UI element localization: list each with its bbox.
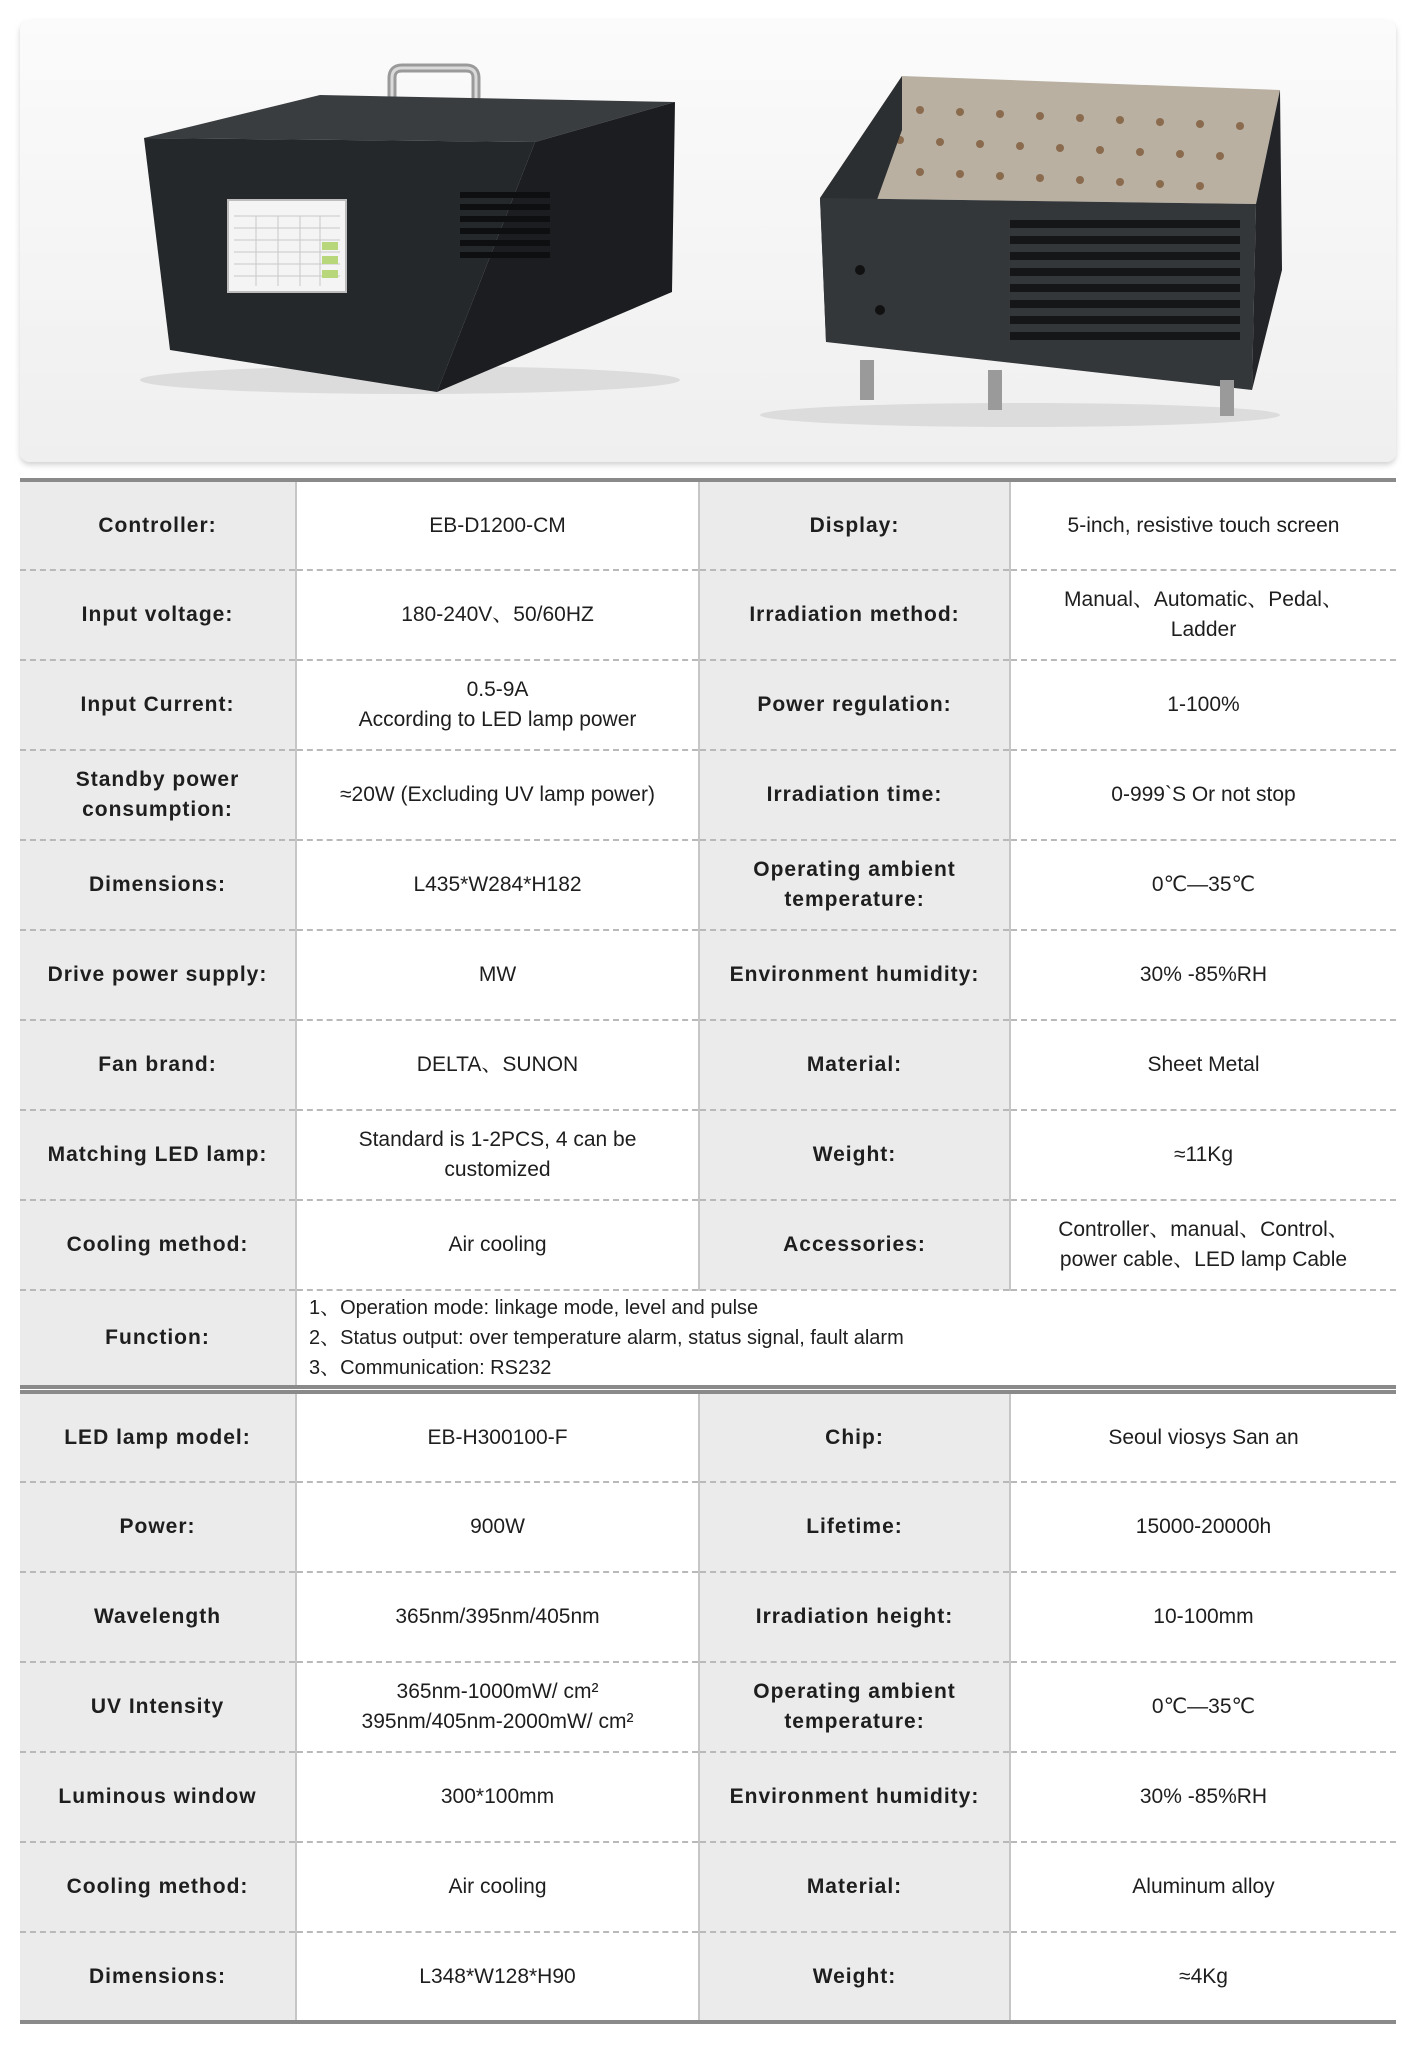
spec-label: Material: bbox=[699, 1020, 1010, 1110]
spec-row bbox=[20, 480, 1396, 570]
spec-value bbox=[296, 1842, 699, 1932]
spec-value-line: 395nm/405nm-2000mW/ cm² bbox=[361, 1710, 634, 1733]
spec-row bbox=[20, 1482, 1396, 1572]
spec-row bbox=[20, 660, 1396, 750]
spec-label: Input voltage: bbox=[20, 570, 296, 660]
spec-label: Dimensions: bbox=[20, 840, 296, 930]
spec-row bbox=[20, 1752, 1396, 1842]
spec-value-line: 15000-20000h bbox=[1135, 1515, 1272, 1538]
spec-label: Lifetime: bbox=[699, 1482, 1010, 1572]
spec-value-line: MW bbox=[478, 963, 517, 986]
spec-value-line: 365nm-1000mW/ cm² bbox=[396, 1680, 599, 1703]
function-label: Function: bbox=[20, 1290, 296, 1387]
spec-row bbox=[20, 1932, 1396, 2022]
led-lamp-head-photo bbox=[760, 76, 1282, 427]
spec-value-line: EB-D1200-CM bbox=[429, 513, 566, 537]
spec-value-line: 1-100% bbox=[1167, 693, 1240, 716]
spec-value-line: Aluminum alloy bbox=[1132, 1875, 1275, 1898]
function-line: 2、Status output: over temperature alarm, status signal, fault alarm bbox=[309, 1327, 904, 1349]
lamp-spec-table bbox=[20, 1390, 1396, 2024]
spec-value-line: According to LED lamp power bbox=[358, 708, 637, 731]
spec-label: Environment humidity: bbox=[699, 1752, 1010, 1842]
spec-value-line: DELTA、SUNON bbox=[416, 1053, 579, 1076]
spec-value-line: EB-H300100-F bbox=[427, 1425, 568, 1449]
spec-value bbox=[296, 1932, 699, 2022]
spec-value-line: 300*100mm bbox=[440, 1785, 555, 1808]
spec-value bbox=[1010, 480, 1396, 570]
spec-value bbox=[1010, 1572, 1396, 1662]
spec-value bbox=[1010, 930, 1396, 1020]
spec-value bbox=[1010, 1932, 1396, 2022]
spec-row bbox=[20, 930, 1396, 1020]
spec-value-line: 0.5-9A bbox=[466, 678, 529, 701]
spec-value-line: 5-inch, resistive touch screen bbox=[1067, 513, 1340, 537]
spec-value-line: Controller、manual、Control、 bbox=[1058, 1218, 1349, 1241]
spec-value-line: 0℃—35℃ bbox=[1151, 873, 1256, 896]
spec-value-line: 30% -85%RH bbox=[1139, 963, 1268, 986]
spec-value bbox=[1010, 570, 1396, 660]
spec-value-line: L435*W284*H182 bbox=[413, 873, 582, 896]
spec-value bbox=[296, 1200, 699, 1290]
spec-value bbox=[296, 1482, 699, 1572]
spec-label: Matching LED lamp: bbox=[20, 1110, 296, 1200]
spec-label: Controller: bbox=[20, 480, 296, 570]
spec-value-line: ≈20W (Excluding UV lamp power) bbox=[340, 783, 655, 806]
spec-label: Environment humidity: bbox=[699, 930, 1010, 1020]
spec-value-line: Air cooling bbox=[448, 1233, 547, 1256]
spec-value bbox=[296, 660, 699, 750]
spec-value bbox=[296, 480, 699, 570]
spec-value-line: 900W bbox=[470, 1515, 525, 1538]
spec-label: Power regulation: bbox=[699, 660, 1010, 750]
spec-label: Input Current: bbox=[20, 660, 296, 750]
spec-value bbox=[1010, 1752, 1396, 1842]
spec-value bbox=[296, 570, 699, 660]
spec-value bbox=[296, 750, 699, 840]
spec-value-line: 10-100mm bbox=[1153, 1605, 1254, 1628]
spec-row bbox=[20, 570, 1396, 660]
spec-value-line: 30% -85%RH bbox=[1139, 1785, 1268, 1808]
spec-value bbox=[296, 1572, 699, 1662]
spec-row bbox=[20, 1200, 1396, 1290]
spec-row bbox=[20, 840, 1396, 930]
spec-label: Material: bbox=[699, 1842, 1010, 1932]
spec-label: Irradiation time: bbox=[699, 750, 1010, 840]
spec-label: Drive power supply: bbox=[20, 930, 296, 1020]
spec-value-line: customized bbox=[444, 1158, 551, 1181]
function-row bbox=[20, 1290, 1396, 1387]
spec-label: Standby power consumption: bbox=[20, 750, 296, 840]
spec-label: Weight: bbox=[699, 1110, 1010, 1200]
function-line: 1、Operation mode: linkage mode, level and pulse bbox=[309, 1297, 759, 1319]
spec-label: Display: bbox=[699, 480, 1010, 570]
spec-value bbox=[296, 1392, 699, 1482]
spec-value bbox=[1010, 660, 1396, 750]
spec-value bbox=[1010, 1110, 1396, 1200]
spec-value-line: Seoul viosys San an bbox=[1108, 1425, 1299, 1449]
spec-value bbox=[296, 1020, 699, 1110]
product-photo-panel bbox=[20, 20, 1396, 462]
spec-label: Irradiation method: bbox=[699, 570, 1010, 660]
spec-row bbox=[20, 1662, 1396, 1752]
spec-label: Operating ambient temperature: bbox=[699, 1662, 1010, 1752]
spec-value-line: Air cooling bbox=[448, 1875, 547, 1898]
spec-row bbox=[20, 1392, 1396, 1482]
spec-label: Fan brand: bbox=[20, 1020, 296, 1110]
spec-value-line: 180-240V、50/60HZ bbox=[401, 603, 594, 626]
spec-value bbox=[1010, 840, 1396, 930]
spec-value bbox=[1010, 750, 1396, 840]
spec-value-line: 0-999`S Or not stop bbox=[1111, 783, 1296, 806]
spec-row bbox=[20, 1020, 1396, 1110]
spec-label: Accessories: bbox=[699, 1200, 1010, 1290]
spec-value-line: L348*W128*H90 bbox=[419, 1964, 576, 1988]
spec-value bbox=[296, 1662, 699, 1752]
spec-value-line: ≈11Kg bbox=[1173, 1143, 1233, 1166]
spec-value bbox=[296, 1110, 699, 1200]
spec-value bbox=[1010, 1842, 1396, 1932]
spec-value bbox=[296, 1752, 699, 1842]
spec-value bbox=[1010, 1200, 1396, 1290]
spec-label: Cooling method: bbox=[20, 1842, 296, 1932]
spec-value bbox=[296, 930, 699, 1020]
spec-value-line: Sheet Metal bbox=[1147, 1053, 1260, 1076]
controller-unit-photo bbox=[140, 68, 680, 394]
spec-label: Weight: bbox=[699, 1932, 1010, 2022]
spec-label: LED lamp model: bbox=[20, 1392, 296, 1482]
spec-value bbox=[1010, 1662, 1396, 1752]
spec-value bbox=[1010, 1020, 1396, 1110]
spec-value-line: 365nm/395nm/405nm bbox=[395, 1605, 600, 1628]
spec-value-line: power cable、LED lamp Cable bbox=[1059, 1248, 1348, 1271]
spec-value-line: 0℃—35℃ bbox=[1151, 1695, 1256, 1718]
spec-label: Cooling method: bbox=[20, 1200, 296, 1290]
spec-label: Luminous window bbox=[20, 1752, 296, 1842]
spec-row bbox=[20, 1842, 1396, 1932]
spec-row bbox=[20, 1110, 1396, 1200]
spec-row bbox=[20, 1572, 1396, 1662]
spec-label: Dimensions: bbox=[20, 1932, 296, 2022]
function-value bbox=[296, 1290, 1396, 1387]
spec-value bbox=[296, 840, 699, 930]
spec-value bbox=[1010, 1482, 1396, 1572]
spec-label: Irradiation height: bbox=[699, 1572, 1010, 1662]
spec-label: Chip: bbox=[699, 1392, 1010, 1482]
spec-row bbox=[20, 750, 1396, 840]
spec-label: UV Intensity bbox=[20, 1662, 296, 1752]
spec-value-line: Manual、Automatic、Pedal、 bbox=[1064, 588, 1343, 611]
spec-value-line: Standard is 1-2PCS, 4 can be bbox=[358, 1128, 637, 1151]
spec-label: Operating ambient temperature: bbox=[699, 840, 1010, 930]
spec-value-line: ≈4Kg bbox=[1179, 1964, 1228, 1988]
spec-value bbox=[1010, 1392, 1396, 1482]
spec-label: Wavelength bbox=[20, 1572, 296, 1662]
spec-value-line: Ladder bbox=[1170, 618, 1237, 641]
function-line: 3、Communication: RS232 bbox=[309, 1357, 552, 1379]
spec-label: Power: bbox=[20, 1482, 296, 1572]
controller-spec-table bbox=[20, 478, 1396, 1389]
